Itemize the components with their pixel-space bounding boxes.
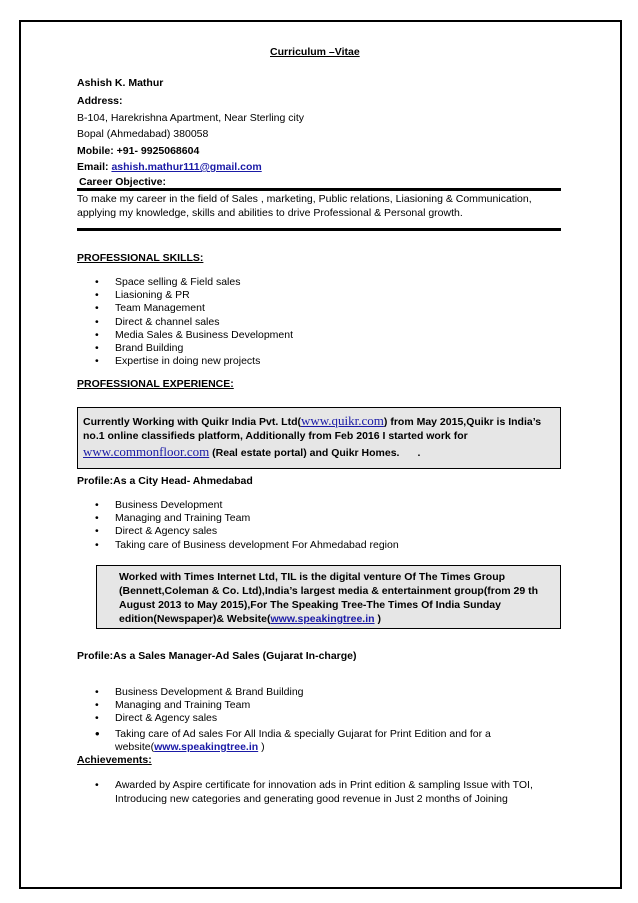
achievements-heading: Achievements:	[77, 754, 152, 766]
bullet-icon: •	[95, 315, 99, 328]
bullet-icon: •	[95, 538, 99, 551]
list-item: • Brand Building	[95, 341, 184, 354]
list-item: • Direct & channel sales	[95, 315, 220, 328]
mobile-number: Mobile: +91- 9925068604	[77, 145, 200, 157]
list-item: • Expertise in doing new projects	[95, 355, 261, 368]
bullet-icon: •	[95, 355, 99, 368]
list-item: • Business Development	[95, 499, 223, 511]
commonfloor-link[interactable]: www.commonfloor.com	[83, 444, 210, 459]
list-item: • Business Development & Brand Building	[95, 686, 304, 698]
times-experience-box	[96, 565, 561, 629]
divider-rule	[77, 188, 561, 191]
ad-sales-duty-line-2: website(www.speakingtree.in )	[115, 741, 265, 753]
bullet-icon: •	[95, 525, 99, 538]
skills-heading: PROFESSIONAL SKILLS:	[77, 252, 204, 264]
career-objective-text-2: applying my knowledge, skills and abilities to drive Professional & Personal growth.	[77, 207, 463, 219]
bullet-icon: •	[95, 289, 99, 302]
email-row	[77, 161, 262, 173]
speakingtree-link[interactable]: www.speakingtree.in	[270, 613, 375, 625]
sales-manager-duties-list	[95, 686, 304, 726]
quikr-line-3: www.commonfloor.com (Real estate portal) and Quikr Homes. .	[83, 444, 421, 459]
list-item: • Managing and Training Team	[95, 512, 251, 525]
achievement-line-2: Introducing new categories and generating good revenue in Just 2 months of Joining	[115, 793, 508, 805]
career-objective-label: Career Objective:	[79, 176, 166, 188]
times-line-1: Worked with Times Internet Ltd, TIL is the digital venture Of The Times Group	[119, 571, 506, 583]
list-item: • Managing and Training Team	[95, 699, 251, 712]
bullet-icon: •	[95, 726, 100, 741]
email-link[interactable]: ashish.mathur111@gmail.com	[111, 161, 262, 173]
profile-sales-manager: Profile:As a Sales Manager-Ad Sales (Gujarat In-charge)	[77, 650, 357, 662]
list-item: • Direct & Agency sales	[95, 712, 218, 725]
bullet-icon: •	[95, 302, 99, 315]
speakingtree-link-2[interactable]: www.speakingtree.in	[154, 741, 259, 753]
ad-sales-duty-line-1: Taking care of Ad sales For All India & specially Gujarat for Print Edition and for a	[115, 728, 491, 740]
bullet-icon: •	[95, 512, 99, 525]
times-line-3: August 2013 to May 2015),For The Speaking Tree-The Times Of India Sunday	[119, 599, 501, 611]
bullet-icon: •	[95, 341, 99, 354]
bullet-icon: •	[95, 699, 99, 712]
list-item: • Direct & Agency sales	[95, 525, 218, 538]
bullet-icon: •	[95, 712, 99, 725]
city-head-duties-list	[95, 499, 399, 552]
skills-list	[95, 276, 293, 368]
quikr-experience-box	[77, 407, 561, 469]
achievement-line-1: Awarded by Aspire certificate for innovation ads in Print edition & sampling Issue with TOI,	[115, 779, 533, 791]
list-item: • Space selling & Field sales	[95, 276, 241, 288]
quikr-line-2: no.1 online classifieds platform, Additionally from Feb 2016 I started work for	[83, 430, 468, 442]
list-item: • Taking care of Business development For Ahmedabad region	[95, 538, 399, 551]
list-item: • Media Sales & Business Development	[95, 328, 294, 341]
times-line-2: (Bennett,Coleman & Co. Ltd),India’s largest media & entertainment group(from 29 th	[119, 585, 539, 597]
quikr-line-1: Currently Working with Quikr India Pvt. Ltd(www.quikr.com) from May 2015,Quikr is India’s	[83, 413, 542, 428]
address-line-1: B-104, Harekrishna Apartment, Near Sterling city	[77, 112, 305, 124]
bullet-icon: •	[95, 276, 99, 288]
times-line-4: edition(Newspaper)& Website(www.speakingtree.in )	[119, 613, 381, 625]
list-item: • Liasioning & PR	[95, 289, 190, 302]
bullet-icon: •	[95, 328, 99, 341]
divider-rule	[77, 228, 561, 231]
bullet-icon: •	[95, 686, 99, 698]
bullet-icon: •	[95, 779, 99, 791]
address-label: Address:	[77, 95, 123, 107]
profile-city-head: Profile:As a City Head- Ahmedabad	[77, 475, 253, 487]
candidate-name: Ashish K. Mathur	[77, 77, 164, 89]
document-title: Curriculum –Vitae	[270, 46, 360, 58]
quikr-link[interactable]: www.quikr.com	[300, 413, 384, 428]
bullet-icon: •	[95, 499, 99, 511]
career-objective-text-1: To make my career in the field of Sales , marketing, Public relations, Liasioning & Communication,	[77, 193, 532, 205]
list-item: • Team Management	[95, 302, 205, 315]
email-label: Email:	[77, 161, 112, 173]
address-line-2: Bopal (Ahmedabad) 380058	[77, 128, 209, 140]
experience-heading: PROFESSIONAL EXPERIENCE:	[77, 378, 234, 390]
